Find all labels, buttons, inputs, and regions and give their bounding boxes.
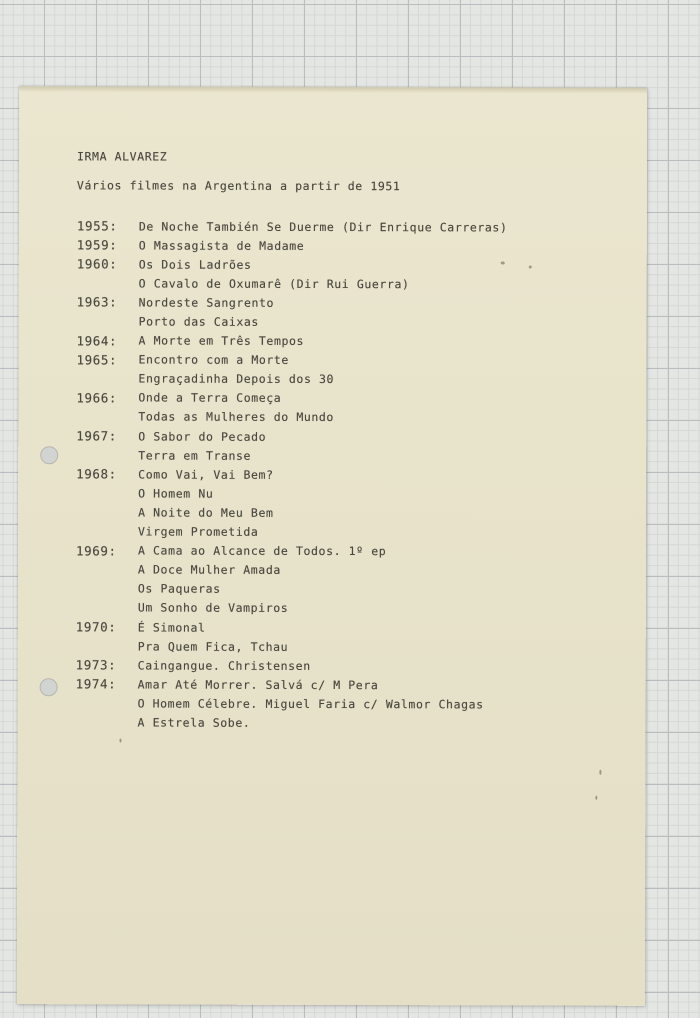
- filmography-row: [76, 560, 507, 580]
- film-title: O Cavalo de Oxumarê (Dir Rui Guerra): [138, 276, 410, 292]
- film-year: 1959:: [76, 237, 118, 253]
- typewritten-sheet: [17, 86, 647, 1006]
- film-year: 1964:: [76, 332, 118, 349]
- film-year: 1973:: [75, 657, 117, 673]
- punch-hole-top: [40, 446, 58, 464]
- filmography-row: [76, 426, 507, 446]
- film-title: Um Sonho de Vampiros: [137, 600, 289, 616]
- film-title: Os Dois Ladrões: [138, 257, 252, 272]
- film-title: A Doce Mulher Amada: [137, 562, 281, 578]
- film-title: A Cama ao Alcance de Todos. 1º ep: [137, 543, 387, 559]
- film-title: Encontro com a Morte: [138, 352, 289, 368]
- film-title: Como Vai, Vai Bem?: [138, 467, 274, 482]
- filmography-row: [77, 274, 508, 294]
- filmography-row: [76, 503, 507, 523]
- filmography-row: [76, 484, 507, 504]
- film-title: Amar Até Morrer. Salvá c/ M Pera: [137, 677, 379, 692]
- filmography-row: [77, 331, 508, 351]
- paper-speck: [599, 770, 601, 775]
- filmography-row: [76, 598, 507, 618]
- filmography-row: [76, 541, 507, 561]
- punch-hole-bottom: [40, 678, 58, 696]
- filmography-row: [76, 350, 507, 370]
- film-title: O Homem Nu: [138, 486, 214, 501]
- film-title: De Noche También Se Duerme (Dir Enrique Carreras): [138, 219, 508, 235]
- paper-speck: [119, 738, 121, 742]
- film-title: O Homem Célebre. Miguel Faria c/ Walmor Chagas: [137, 696, 484, 712]
- filmography-row: [77, 235, 508, 255]
- film-title: A Estrela Sobe.: [137, 715, 251, 730]
- film-title: A Noite do Meu Bem: [138, 505, 274, 520]
- film-title: Porto das Caixas: [138, 314, 259, 329]
- filmography-row: [76, 655, 507, 675]
- filmography-row: [76, 407, 507, 427]
- film-title: Virgem Prometida: [138, 524, 259, 539]
- film-year: 1968:: [76, 466, 117, 482]
- film-year: 1967:: [76, 428, 117, 444]
- film-year: 1970:: [75, 619, 117, 635]
- filmography-row: [76, 465, 507, 485]
- filmography-row: [76, 369, 507, 389]
- filmography-row: [76, 522, 507, 542]
- film-year: 1969:: [75, 542, 117, 559]
- film-title: Pra Quem Fica, Tchau: [137, 639, 289, 654]
- film-year: 1966:: [76, 390, 118, 406]
- intro-line: Vários filmes na Argentina a partir de 1951: [76, 178, 401, 194]
- film-title: Onde a Terra Começa: [138, 390, 282, 406]
- filmography-row: [77, 255, 508, 275]
- filmography-row: [76, 617, 507, 637]
- filmography-row: [76, 713, 507, 733]
- film-year: 1963:: [76, 294, 118, 310]
- filmography-list: [76, 216, 508, 733]
- film-year: 1955:: [76, 218, 118, 234]
- film-title: A Morte em Três Tempos: [138, 333, 305, 349]
- paper-speck: [595, 796, 597, 800]
- filmography-row: [76, 579, 507, 599]
- paper-speck: [501, 261, 505, 264]
- film-title: Todas as Mulheres do Mundo: [138, 409, 334, 425]
- film-year: 1960:: [76, 256, 118, 272]
- actress-name-heading: IRMA ALVAREZ: [77, 149, 168, 164]
- film-title: Os Paqueras: [137, 581, 221, 597]
- paper-speck: [529, 266, 532, 269]
- filmography-row: [76, 636, 507, 656]
- film-title: Nordeste Sangrento: [138, 295, 275, 310]
- film-title: Terra em Transe: [138, 448, 252, 463]
- film-year: 1974:: [75, 676, 117, 692]
- filmography-row: [76, 388, 507, 408]
- filmography-row: [76, 675, 507, 695]
- film-title: O Sabor do Pecado: [138, 429, 267, 444]
- film-title: É Simonal: [137, 620, 206, 635]
- film-title: Caingangue. Christensen: [137, 658, 311, 673]
- film-title: O Massagista de Madame: [138, 238, 305, 253]
- filmography-row: [77, 216, 508, 236]
- filmography-row: [77, 312, 508, 332]
- film-title: Engraçadinha Depois dos 30: [138, 371, 335, 387]
- filmography-row: [76, 694, 507, 714]
- film-year: 1965:: [76, 352, 118, 368]
- filmography-row: [77, 293, 508, 313]
- filmography-row: [76, 445, 507, 465]
